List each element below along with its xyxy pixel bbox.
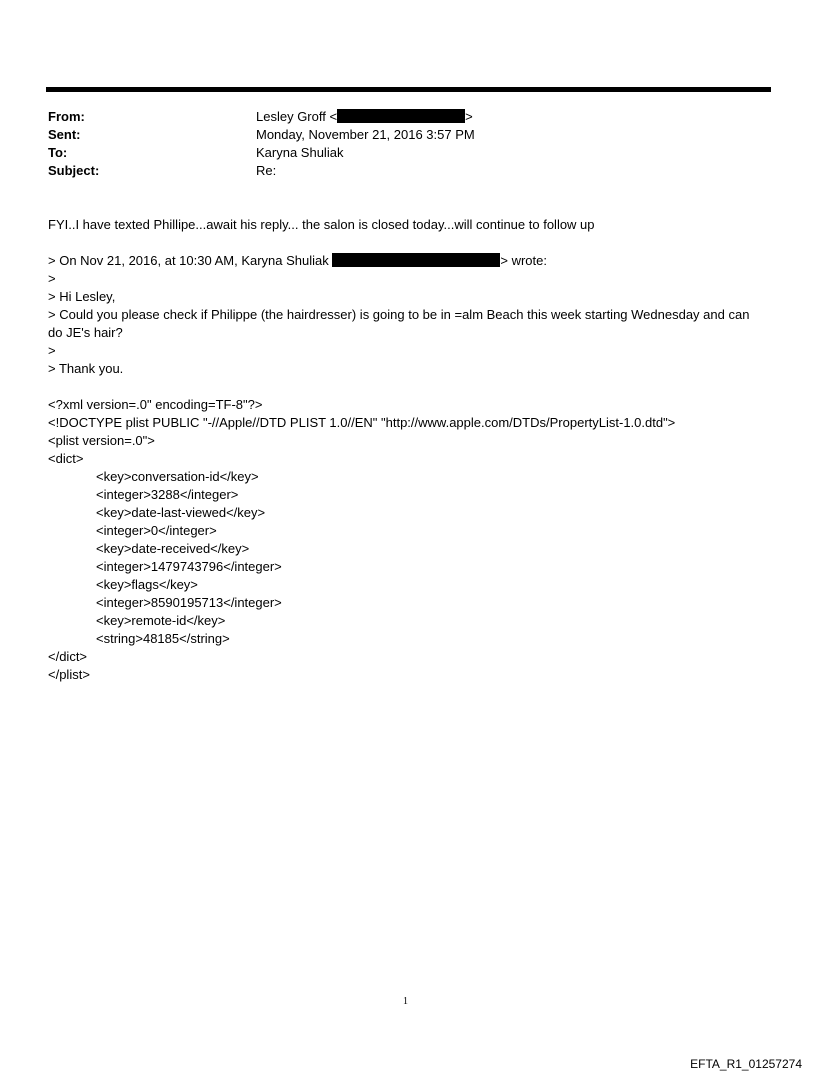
xml-declaration: <?xml version=.0" encoding=TF-8"?> [48,397,263,412]
quote-line: > Could you please check if Philippe (the hairdresser) is going to be in =alm Beach this week starting Wednesday and can [48,307,750,322]
quote-intro [48,253,547,268]
plist-entry: <string>48185</string> [96,631,230,646]
plist-entry: <integer>0</integer> [96,523,217,538]
to-value: Karyna Shuliak [256,145,344,160]
redaction-box [332,253,500,267]
dict-close: </dict> [48,649,88,664]
from-name: Lesley Groff < [256,109,338,124]
subject-value: Re: [256,163,277,178]
from-close: > [465,109,473,124]
plist-entry: <integer>8590195713</integer> [96,595,282,610]
from-value [256,109,473,124]
plist-close: </plist> [48,667,90,682]
dict-open: <dict> [48,451,84,466]
page-number: 1 [403,996,408,1007]
redaction-box [337,109,465,123]
subject-label: Subject: [48,163,100,178]
plist-entry: <key>date-received</key> [96,541,250,556]
from-label: From: [48,109,85,124]
xml-doctype: <!DOCTYPE plist PUBLIC "-//Apple//DTD PLIST 1.0//EN" "http://www.apple.com/DTDs/PropertyList-1.0.dtd"> [48,415,676,430]
quote-blank: > [48,271,56,286]
plist-entry: <key>date-last-viewed</key> [96,505,266,520]
header-rule [46,87,771,92]
plist-entry: <integer>3288</integer> [96,487,239,502]
sent-label: Sent: [48,127,81,142]
quote-intro-pre: > On Nov 21, 2016, at 10:30 AM, Karyna Shuliak [48,253,329,268]
quote-intro-post: > wrote: [500,253,547,268]
quote-blank: > [48,343,56,358]
quote-greeting: > Hi Lesley, [48,289,116,304]
quote-line: do JE's hair? [48,325,123,340]
plist-entry: <integer>1479743796</integer> [96,559,282,574]
plist-entry: <key>conversation-id</key> [96,469,259,484]
document-id: EFTA_R1_01257274 [690,1057,802,1071]
sent-value: Monday, November 21, 2016 3:57 PM [256,127,475,142]
plist-entry: <key>flags</key> [96,577,198,592]
reply-text: FYI..I have texted Phillipe...await his reply... the salon is closed today...will continue to follow up [48,217,595,232]
to-label: To: [48,145,68,160]
plist-entry: <key>remote-id</key> [96,613,226,628]
quote-thanks: > Thank you. [48,361,124,376]
plist-open: <plist version=.0"> [48,433,155,448]
